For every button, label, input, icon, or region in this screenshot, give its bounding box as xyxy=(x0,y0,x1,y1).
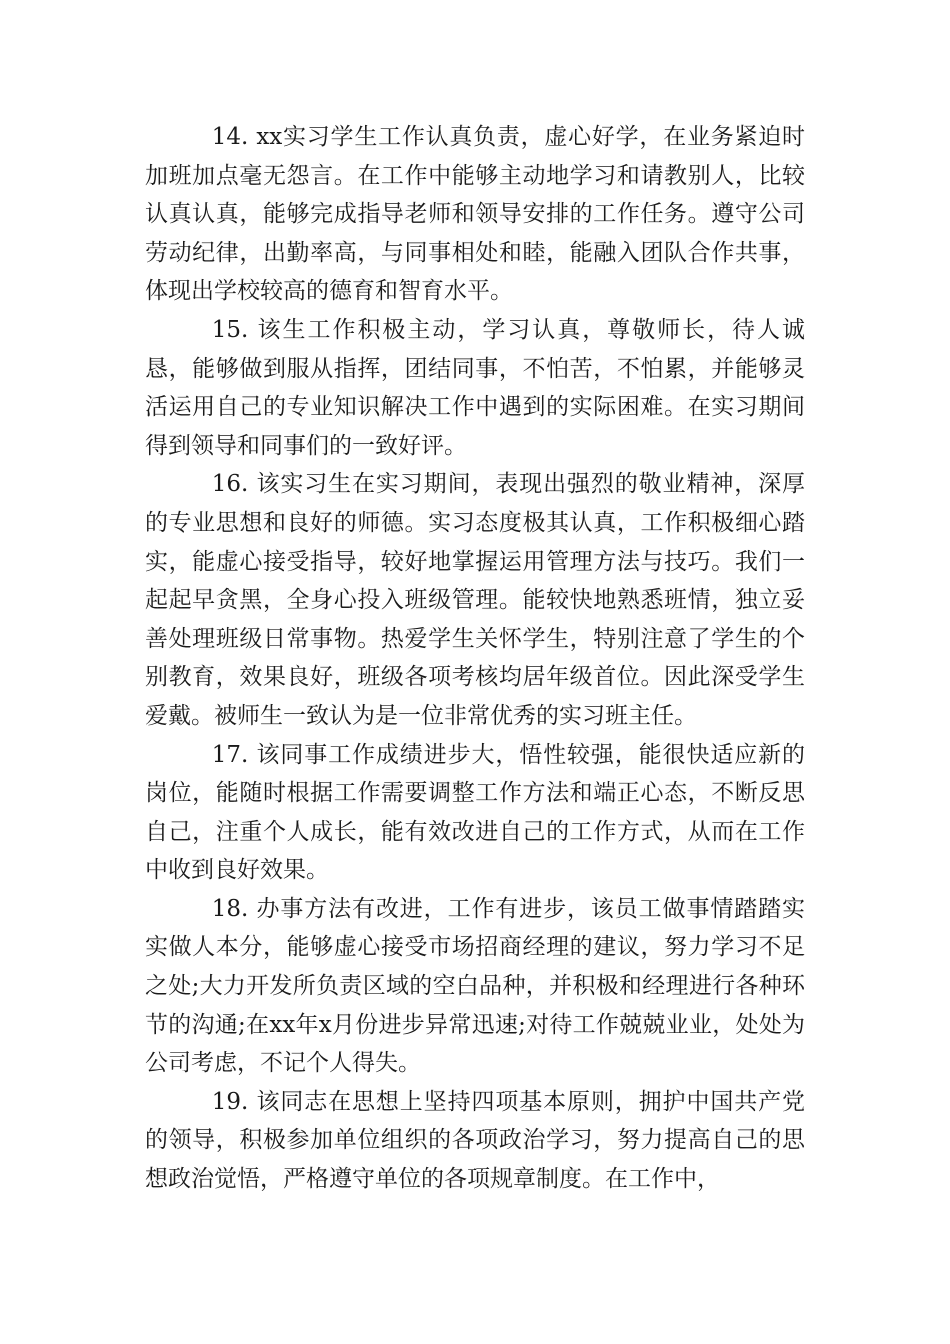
document-body xyxy=(145,118,805,1199)
paragraph-17: 17. 该同事工作成绩进步大，悟性较强，能很快适应新的岗位，能随时根据工作需要调整工作方法和端正心态，不断反思自己，注重个人成长，能有效改进自己的工作方式，从而在工作中收到良好效果。 xyxy=(145,741,805,884)
paragraph-15: 15. 该生工作积极主动，学习认真，尊敬师长，待人诚恳，能够做到服从指挥，团结同事，不怕苦，不怕累，并能够灵活运用自己的专业知识解决工作中遇到的实际困难。在实习期间得到领导和同事们的一致好评。 xyxy=(145,316,805,459)
paragraph-16: 16. 该实习生在实习期间，表现出强烈的敬业精神，深厚的专业思想和良好的师德。实习态度极其认真，工作积极细心踏实，能虚心接受指导，较好地掌握运用管理方法与技巧。我们一起起早贪黑，全身心投入班级管理。能较快地熟悉班情，独立妥善处理班级日常事物。热爱学生关怀学生，特别注意了学生的个别教育，效果良好，班级各项考核均居年级首位。因此深受学生爱戴。被师生一致认为是一位非常优秀的实习班主任。 xyxy=(145,471,805,729)
paragraph-18: 18. 办事方法有改进，工作有进步，该员工做事情踏踏实实做人本分，能够虚心接受市场招商经理的建议，努力学习不足之处;大力开发所负责区域的空白品种，并积极和经理进行各种环节的沟通;在xx年x月份进步异常迅速;对待工作兢兢业业，处处为公司考虑，不记个人得失。 xyxy=(145,895,805,1077)
paragraph-14: 14. xx实习学生工作认真负责，虚心好学，在业务紧迫时加班加点毫无怨言。在工作中能够主动地学习和请教别人，比较认真认真，能够完成指导老师和领导安排的工作任务。遵守公司劳动纪律，出勤率高，与同事相处和睦，能融入团队合作共事，体现出学校较高的德育和智育水平。 xyxy=(145,124,805,305)
paragraph-19: 19. 该同志在思想上坚持四项基本原则，拥护中国共产党的领导，积极参加单位组织的各项政治学习，努力提高自己的思想政治觉悟，严格遵守单位的各项规章制度。在工作中， xyxy=(145,1088,805,1193)
